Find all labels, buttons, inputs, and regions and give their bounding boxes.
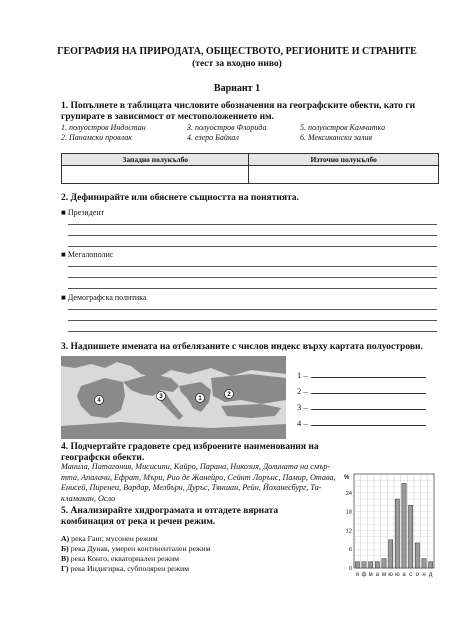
answer-line[interactable] (68, 224, 437, 225)
answer-line[interactable] (68, 309, 437, 310)
bar (415, 543, 419, 568)
q3-answer-1[interactable] (297, 369, 426, 380)
bar (369, 562, 373, 568)
table-header-east: Източно полукълбо (249, 154, 439, 166)
y-axis-label: % (344, 475, 350, 481)
marker-4-label: 4 (97, 398, 101, 404)
option-letter: Б) (61, 544, 69, 553)
q5-text-line1: 5. Анализирайте хидрограмата и отгадете вярната (61, 506, 279, 516)
answer-line[interactable] (311, 385, 426, 394)
answer-line[interactable] (311, 417, 426, 426)
q2-term-megalopolis: ■ Мегалополис (61, 250, 114, 259)
q3-answer-3-label: 3 – (297, 402, 308, 412)
bar (409, 505, 413, 568)
x-tick-label: о (415, 572, 420, 578)
q4-text (61, 442, 441, 464)
q3-answer-1-label: 1 – (297, 370, 308, 380)
q4-text-line2: географски обекти. (61, 453, 145, 463)
q3-answer-2[interactable] (297, 385, 426, 396)
y-tick-label: 12 (345, 528, 352, 535)
table-cell-west[interactable] (62, 166, 249, 184)
bar (382, 559, 386, 568)
y-tick-label: 0 (348, 566, 352, 572)
table-header-west: Западно полукълбо (62, 154, 249, 166)
marker-2-label: 2 (227, 392, 231, 398)
bar (375, 562, 379, 568)
table-cell-east[interactable] (249, 166, 439, 184)
q4-names-line1: Манила, Патагония, Мисисипи, Кайро, Парана, Никозия, Долината на смър- (61, 462, 331, 471)
answer-line[interactable] (68, 235, 437, 236)
europe-map (61, 356, 286, 439)
option-text: река Ганг, мусонен режим (69, 534, 158, 543)
variant-label: Вариант 1 (213, 83, 261, 94)
q5-option-v[interactable] (61, 554, 210, 564)
q3-answer-4-label: 4 – (297, 418, 308, 428)
eastern-land (211, 374, 286, 404)
y-tick-label: 24 (345, 490, 352, 497)
q1-object-2: 2. Панамски провлак (61, 133, 132, 142)
hydrograph-chart (338, 468, 436, 580)
answer-line[interactable] (68, 288, 437, 289)
q5-options (61, 534, 210, 574)
answer-line[interactable] (68, 320, 437, 321)
bar (389, 540, 393, 568)
answer-line[interactable] (68, 246, 437, 247)
bar (422, 559, 426, 568)
page-subtitle: (тест за входно ниво) (192, 59, 282, 69)
q4-names-line4: кламакан, Осло (61, 493, 116, 503)
x-tick-label: м (368, 572, 373, 578)
q1-object-4: 4. езеро Байкал (187, 133, 239, 142)
q2-term-demographic-policy: ■ Демографска политика (61, 293, 147, 302)
answer-line[interactable] (68, 331, 437, 332)
q1-object-1: 1. полуостров Индостан (61, 123, 146, 132)
q1-text-line1: 1. Попълнете в таблицата числовите обозначения на географските обекти, като ги (61, 101, 416, 111)
q5-option-g[interactable] (61, 564, 210, 574)
x-tick-label: я (355, 572, 359, 578)
q4-names (61, 462, 337, 504)
x-tick-label: д (428, 572, 433, 578)
hydrograph-svg (338, 468, 436, 580)
bar (355, 562, 359, 568)
q4-names-line2: тта, Апалачи, Ефрат, Мъри, Рио де Жанейро, Сейнт Лорънс, Памир, Отава, (61, 472, 336, 482)
q2-text: 2. Дефинирайте или обяснете същността на понятията. (61, 193, 299, 203)
option-text: река Индигирка, субполярен режим (68, 564, 190, 573)
x-tick-label: а (375, 572, 380, 578)
q1-object-6: 6. Мексикански залив (300, 133, 372, 142)
option-text: река Дунав, умерен континентален режим (68, 544, 211, 553)
q3-answer-4[interactable] (297, 417, 426, 428)
q5-option-b[interactable] (61, 544, 210, 554)
europe-map-svg (61, 356, 286, 439)
q1-answer-table (61, 153, 439, 184)
q3-answer-3[interactable] (297, 401, 426, 412)
q3-text: 3. Надпишете имената на отбелязаните с числов индекс върху картата полуострови. (61, 342, 423, 352)
bar (362, 562, 366, 568)
answer-line[interactable] (311, 401, 426, 410)
x-tick-label: н (422, 572, 426, 578)
bar (429, 562, 433, 568)
x-tick-label: а (402, 572, 406, 578)
x-tick-label: ю (395, 572, 400, 578)
q2-term-president: ■ Президент (61, 208, 105, 217)
marker-3-label: 3 (159, 394, 163, 400)
option-letter: В) (61, 554, 69, 563)
q5-text (61, 506, 331, 528)
q5-text-line2: комбинация от река и речен режим. (61, 517, 216, 527)
answer-line[interactable] (68, 266, 437, 267)
x-tick-label: с (409, 572, 413, 578)
option-text: река Конго, екваториален режим (68, 554, 180, 563)
q1-object-3: 3. полуостров Флорида (187, 123, 267, 132)
y-tick-label: 6 (348, 547, 352, 554)
q1-text (61, 101, 441, 123)
q4-names-line3: Енисей, Пиренеи, Вардар, Мелбърн, Дуръс, Тяншан, Рейн, Йоханесбург, Та- (61, 483, 322, 492)
page-title: ГЕОГРАФИЯ НА ПРИРОДАТА, ОБЩЕСТВОТО, РЕГИОНИТЕ И СТРАНИТЕ (57, 46, 417, 57)
bar (402, 483, 406, 568)
y-tick-label: 18 (345, 509, 352, 516)
x-tick-label: ю (388, 572, 393, 578)
answer-line[interactable] (311, 369, 426, 378)
q3-answer-2-label: 2 – (297, 386, 308, 396)
marker-1-label: 1 (198, 396, 202, 402)
q1-object-5: 5. полуостров Камчатка (300, 123, 386, 132)
q4-text-line1: 4. Подчертайте градовете сред изброените наименования на (61, 442, 319, 452)
q1-text-line2: групирате в зависимост от местоположението им. (61, 112, 274, 122)
bar (395, 499, 399, 568)
option-letter: А) (61, 534, 70, 543)
x-tick-label: м (381, 572, 387, 578)
option-letter: Г) (61, 564, 69, 573)
q5-option-a[interactable] (61, 534, 210, 544)
answer-line[interactable] (68, 277, 437, 278)
x-tick-label: ф (361, 572, 367, 578)
